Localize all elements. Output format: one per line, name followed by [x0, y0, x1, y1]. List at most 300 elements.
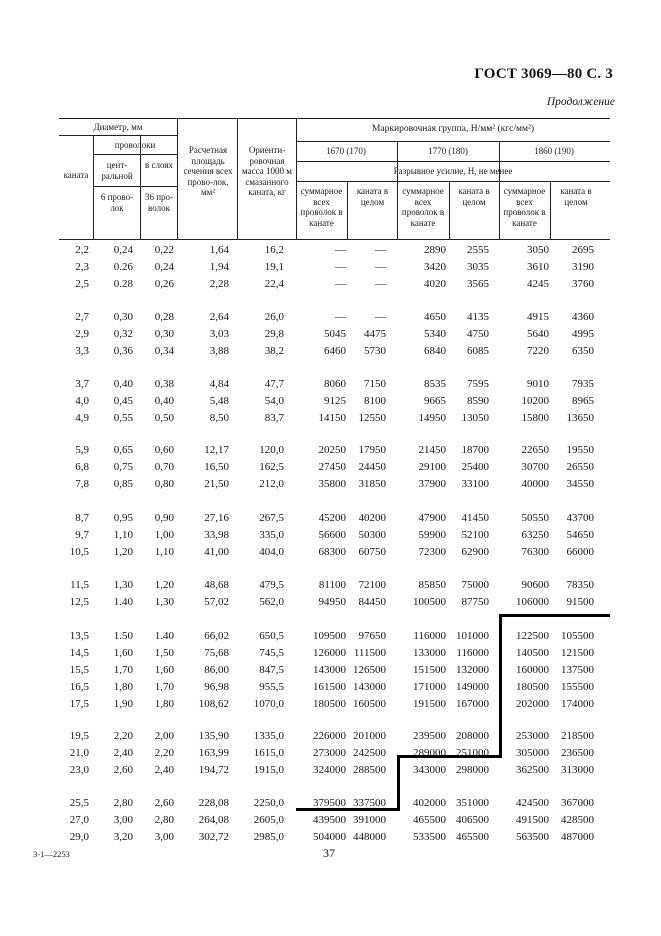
table-cell: 47,7	[264, 378, 284, 390]
table-cell: 45200	[318, 512, 346, 524]
table-cell: 0,95	[113, 512, 133, 524]
table-cell: 351000	[456, 797, 489, 809]
table-cell: 160000	[516, 664, 549, 676]
table-cell: 1,64	[209, 244, 229, 256]
table-cell: 404,0	[259, 546, 284, 558]
table-cell: 126000	[313, 647, 346, 659]
table-cell: 9665	[424, 395, 446, 407]
table-cell: 10200	[521, 395, 549, 407]
header-layers: в слоях	[145, 160, 173, 170]
table-cell: 1070,0	[253, 698, 284, 710]
table-cell: 86,00	[204, 664, 229, 676]
table-cell: 2,20	[113, 730, 133, 742]
table-cell: 4,84	[209, 378, 229, 390]
table-cell: 402000	[413, 797, 446, 809]
table-cell: 3760	[572, 278, 594, 290]
table-cell: 955,5	[259, 681, 284, 693]
table-cell: 2605,0	[253, 814, 284, 826]
table-cell: 4245	[527, 278, 549, 290]
print-code: 3-1—2253	[33, 849, 70, 859]
table-cell: 54650	[566, 529, 594, 541]
table-cell: 90600	[521, 579, 549, 591]
table-cell: 40200	[358, 512, 386, 524]
table-cell: 1,20	[154, 579, 174, 591]
table-cell: 1,30	[113, 579, 133, 591]
table-cell: 21,50	[204, 478, 229, 490]
table-cell: 75000	[461, 579, 489, 591]
table-cell: 0,40	[154, 395, 174, 407]
table-cell: 0,30	[113, 311, 133, 323]
table-cell: 78350	[566, 579, 594, 591]
table-cell: 5,48	[209, 395, 229, 407]
table-cell: 3,88	[209, 345, 229, 357]
table-cell: 236500	[561, 747, 594, 759]
table-cell: 2,60	[113, 764, 133, 776]
table-cell: 149000	[456, 681, 489, 693]
table-cell: 487000	[561, 831, 594, 843]
table-cell: —	[375, 311, 386, 323]
table-cell: 50300	[358, 529, 386, 541]
table-cell: 212,0	[259, 478, 284, 490]
table-cell: 228,08	[198, 797, 229, 809]
table-cell: 0,60	[154, 444, 174, 456]
table-cell: 343000	[413, 764, 446, 776]
table-cell: 174000	[561, 698, 594, 710]
table-cell: 19,5	[69, 730, 89, 742]
table-cell: 10,5	[69, 546, 89, 558]
table-cell: 140500	[516, 647, 549, 659]
table-cell: 17950	[358, 444, 386, 456]
table-cell: 180500	[516, 681, 549, 693]
table-cell: 105500	[561, 630, 594, 642]
table-cell: 0,85	[113, 478, 133, 490]
table-cell: 12,17	[204, 444, 229, 456]
table-cell: 30700	[521, 461, 549, 473]
table-cell: 1,60	[154, 664, 174, 676]
table-cell: 0,22	[154, 244, 174, 256]
table-cell: 27450	[318, 461, 346, 473]
table-cell: 1335,0	[253, 730, 284, 742]
table-cell: 21,0	[69, 747, 89, 759]
table-cell: 4,0	[75, 395, 89, 407]
table-cell: 25400	[461, 461, 489, 473]
table-cell: 26,0	[264, 311, 284, 323]
table-cell: 251000	[456, 747, 489, 759]
table-cell: 428500	[561, 814, 594, 826]
table-cell: 122500	[516, 630, 549, 642]
table-cell: 87750	[461, 596, 489, 608]
table-cell: 68300	[318, 546, 346, 558]
table-cell: 31850	[358, 478, 386, 490]
table-cell: —	[375, 244, 386, 256]
table-cell: 163,99	[198, 747, 229, 759]
table-cell: 4750	[467, 328, 489, 340]
table-cell: 0,38	[154, 378, 174, 390]
table-cell: 13,5	[69, 630, 89, 642]
table-cell: 1.40	[154, 630, 174, 642]
table-cell: 267,5	[259, 512, 284, 524]
table-cell: 72300	[418, 546, 446, 558]
table-cell: 106000	[516, 596, 549, 608]
table-cell: 38,2	[264, 345, 284, 357]
table-cell: 8,7	[75, 512, 89, 524]
table-cell: 3565	[467, 278, 489, 290]
table-cell: 12,5	[69, 596, 89, 608]
table-cell: 0,36	[113, 345, 133, 357]
table-cell: 6840	[424, 345, 446, 357]
table-cell: 2985,0	[253, 831, 284, 843]
table-cell: 439500	[313, 814, 346, 826]
table-cell: 2695	[572, 244, 594, 256]
table-cell: 335,0	[259, 529, 284, 541]
table-cell: 6085	[467, 345, 489, 357]
table-cell: 180500	[313, 698, 346, 710]
table-cell: 50550	[521, 512, 549, 524]
table-cell: 0,40	[113, 378, 133, 390]
table-cell: 133000	[413, 647, 446, 659]
table-cell: 56600	[318, 529, 346, 541]
table-cell: 94950	[318, 596, 346, 608]
table-cell: 0,55	[113, 412, 133, 424]
header-whole-1860: каната в целом	[560, 186, 592, 207]
table-cell: 101000	[456, 630, 489, 642]
table-cell: 1,30	[154, 596, 174, 608]
table-cell: 29100	[418, 461, 446, 473]
table-cell: —	[335, 311, 346, 323]
table-cell: 85850	[418, 579, 446, 591]
table-cell: 1,10	[113, 529, 133, 541]
table-cell: 2,60	[154, 797, 174, 809]
table-cell: 253000	[516, 730, 549, 742]
table-cell: 1,10	[154, 546, 174, 558]
table-cell: —	[335, 261, 346, 273]
table-cell: 465500	[413, 814, 446, 826]
table-cell: 239500	[413, 730, 446, 742]
table-cell: 194,72	[198, 764, 229, 776]
table-cell: 2,9	[75, 328, 89, 340]
header-diameter: Диаметр, мм	[93, 122, 143, 132]
table-cell: 75,68	[204, 647, 229, 659]
table-cell: 29,8	[264, 328, 284, 340]
table-cell: 491500	[516, 814, 549, 826]
table-cell: —	[335, 244, 346, 256]
table-cell: 1915,0	[253, 764, 284, 776]
table-cell: 298000	[456, 764, 489, 776]
table-cell: 4,9	[75, 412, 89, 424]
table-cell: 0,32	[113, 328, 133, 340]
table-cell: 0,65	[113, 444, 133, 456]
table-cell: 109500	[313, 630, 346, 642]
table-cell: 19,1	[264, 261, 284, 273]
table-cell: 15,5	[69, 664, 89, 676]
table-cell: 7935	[572, 378, 594, 390]
table-cell: 2,7	[75, 311, 89, 323]
table-cell: 191500	[413, 698, 446, 710]
table-cell: 0.26	[113, 261, 133, 273]
table-cell: 1,90	[113, 698, 133, 710]
table-cell: 160500	[353, 698, 386, 710]
table-cell: 15800	[521, 412, 549, 424]
table-cell: 25,5	[69, 797, 89, 809]
table-cell: 13650	[566, 412, 594, 424]
table-cell: 1,80	[113, 681, 133, 693]
table-cell: 13050	[461, 412, 489, 424]
header-6-wires: 6 прово-лок	[100, 192, 134, 213]
table-cell: 48,68	[204, 579, 229, 591]
header-36-wires: 36 про-волок	[144, 192, 174, 213]
header-grade: Маркировочная группа, Н/мм² (кгс/мм²)	[371, 124, 535, 134]
table-cell: 22,4	[264, 278, 284, 290]
table-cell: 1,94	[209, 261, 229, 273]
table-cell: 81100	[318, 579, 346, 591]
table-cell: 0,28	[154, 311, 174, 323]
header-whole-1670: каната в целом	[356, 186, 389, 207]
table-cell: 14150	[318, 412, 346, 424]
table-cell: 650,5	[259, 630, 284, 642]
table-cell: 4650	[424, 311, 446, 323]
table-cell: 8100	[364, 395, 386, 407]
table-cell: 135,90	[198, 730, 229, 742]
table-cell: 2,00	[154, 730, 174, 742]
table-cell: 1.50	[113, 630, 133, 642]
table-cell: 3035	[467, 261, 489, 273]
table-cell: 143000	[353, 681, 386, 693]
header-central: цент-ральной	[101, 160, 133, 181]
table-cell: 126500	[353, 664, 386, 676]
table-cell: 151500	[413, 664, 446, 676]
table-cell: 5340	[424, 328, 446, 340]
table-cell: 161500	[313, 681, 346, 693]
table-cell: 0,45	[113, 395, 133, 407]
table-cell: 17,5	[69, 698, 89, 710]
table-cell: 7220	[527, 345, 549, 357]
table-cell: 424500	[516, 797, 549, 809]
table-cell: 362500	[516, 764, 549, 776]
table-cell: 324000	[313, 764, 346, 776]
header-whole-1770: каната в целом	[458, 186, 490, 207]
header-area: Расчетная площадь сечения всех прово-лок, мм²	[183, 145, 233, 197]
table-cell: 8965	[572, 395, 594, 407]
table-cell: 3,3	[75, 345, 89, 357]
table-cell: 34550	[566, 478, 594, 490]
table-cell: 563500	[516, 831, 549, 843]
table-cell: 14,5	[69, 647, 89, 659]
table-cell: 6350	[572, 345, 594, 357]
table-cell: 52100	[461, 529, 489, 541]
table-cell: 0,90	[154, 512, 174, 524]
table-cell: 1,70	[154, 681, 174, 693]
table-cell: 84450	[358, 596, 386, 608]
table-cell: 63250	[521, 529, 549, 541]
table-cell: 47900	[418, 512, 446, 524]
grade-1770: 1770 (180)	[428, 146, 468, 156]
table-cell: 0,26	[154, 278, 174, 290]
table-cell: 504000	[313, 831, 346, 843]
table-cell: 23,0	[69, 764, 89, 776]
table-cell: 8535	[424, 378, 446, 390]
table-cell: —	[335, 278, 346, 290]
table-cell: 33100	[461, 478, 489, 490]
table-cell: 847,5	[259, 664, 284, 676]
continued-label: Продолжение	[546, 96, 615, 108]
table-cell: 1,70	[113, 664, 133, 676]
table-cell: 162,5	[259, 461, 284, 473]
table-cell: 2890	[424, 244, 446, 256]
table-cell: 21450	[418, 444, 446, 456]
table-cell: 313000	[561, 764, 594, 776]
table-cell: 16,5	[69, 681, 89, 693]
table-cell: —	[375, 261, 386, 273]
table-cell: 0,80	[154, 478, 174, 490]
table-cell: 57,02	[204, 596, 229, 608]
table-cell: 3050	[527, 244, 549, 256]
table-cell: 8,50	[209, 412, 229, 424]
grade-1860: 1860 (190)	[534, 146, 574, 156]
table-cell: 448000	[353, 831, 386, 843]
table-cell: 41,00	[204, 546, 229, 558]
table-cell: 1,00	[154, 529, 174, 541]
header-mass: Ориенти-ровочная масса 1000 м смазанного каната, кг	[242, 145, 292, 197]
table-cell: 54,0	[264, 395, 284, 407]
table-cell: 201000	[353, 730, 386, 742]
table-cell: 302,72	[198, 831, 229, 843]
table-cell: 2,2	[75, 244, 89, 256]
table-cell: 2,28	[209, 278, 229, 290]
table-cell: 2,80	[154, 814, 174, 826]
table-cell: 1,20	[113, 546, 133, 558]
table-cell: 3,20	[113, 831, 133, 843]
table-cell: 2250,0	[253, 797, 284, 809]
table-cell: 22650	[521, 444, 549, 456]
table-cell: 2,80	[113, 797, 133, 809]
table-cell: 29,0	[69, 831, 89, 843]
table-cell: 3,00	[154, 831, 174, 843]
table-cell: 406500	[456, 814, 489, 826]
table-cell: 6460	[324, 345, 346, 357]
table-cell: 0,24	[113, 244, 133, 256]
table-cell: 26550	[566, 461, 594, 473]
table-cell: 0,70	[154, 461, 174, 473]
table-cell: 465500	[456, 831, 489, 843]
table-cell: 4135	[467, 311, 489, 323]
table-cell: 0,30	[154, 328, 174, 340]
table-cell: 3190	[572, 261, 594, 273]
table-cell: 391000	[353, 814, 386, 826]
table-cell: 1.40	[113, 596, 133, 608]
table-cell: 59900	[418, 529, 446, 541]
table-cell: 83,7	[264, 412, 284, 424]
table-cell: 137500	[561, 664, 594, 676]
table-cell: 155500	[561, 681, 594, 693]
table-cell: 143000	[313, 664, 346, 676]
table-cell: 4360	[572, 311, 594, 323]
table-cell: 202000	[516, 698, 549, 710]
table-cell: 0.28	[113, 278, 133, 290]
table-cell: 132000	[456, 664, 489, 676]
table-cell: 1,80	[154, 698, 174, 710]
table-cell: 1,50	[154, 647, 174, 659]
table-cell: 0,75	[113, 461, 133, 473]
table-cell: 5730	[364, 345, 386, 357]
table-cell: 7595	[467, 378, 489, 390]
table-cell: 40000	[521, 478, 549, 490]
page-number: 37	[323, 846, 335, 860]
table-cell: 337500	[353, 797, 386, 809]
table-cell: 27,0	[69, 814, 89, 826]
table-cell: 4475	[364, 328, 386, 340]
table-cell: 745,5	[259, 647, 284, 659]
table-cell: 97650	[358, 630, 386, 642]
table-cell: 5640	[527, 328, 549, 340]
table-cell: 8590	[467, 395, 489, 407]
table-cell: 171000	[413, 681, 446, 693]
grade-1670: 1670 (170)	[326, 146, 366, 156]
table-cell: 9125	[324, 395, 346, 407]
table-cell: 533500	[413, 831, 446, 843]
table-cell: 66000	[566, 546, 594, 558]
table-cell: 18700	[461, 444, 489, 456]
table-cell: 7150	[364, 378, 386, 390]
table-cell: 24450	[358, 461, 386, 473]
table-cell: 305000	[516, 747, 549, 759]
table-cell: 0,24	[154, 261, 174, 273]
table-cell: 2,20	[154, 747, 174, 759]
table-cell: 16,50	[204, 461, 229, 473]
table-cell: 264,08	[198, 814, 229, 826]
table-cell: 62900	[461, 546, 489, 558]
table-cell: 121500	[561, 647, 594, 659]
table-cell: 37900	[418, 478, 446, 490]
table-cell: 479,5	[259, 579, 284, 591]
table-cell: 108,62	[198, 698, 229, 710]
table-cell: 208000	[456, 730, 489, 742]
table-cell: 14950	[418, 412, 446, 424]
table-cell: 562,0	[259, 596, 284, 608]
document-id: ГОСТ 3069—80 С. 3	[474, 66, 613, 82]
table-cell: 116000	[413, 630, 446, 642]
table-cell: 6,8	[75, 461, 89, 473]
table-cell: 9,7	[75, 529, 89, 541]
table-cell: 91500	[566, 596, 594, 608]
table-cell: 242500	[353, 747, 386, 759]
table-cell: 72100	[358, 579, 386, 591]
table-cell: 226000	[313, 730, 346, 742]
table-cell: 4995	[572, 328, 594, 340]
table-cell: 8060	[324, 378, 346, 390]
table-cell: 3610	[527, 261, 549, 273]
header-sum-1670: суммарное всех проволок в канате	[300, 186, 343, 228]
table-cell: 33,98	[204, 529, 229, 541]
table-cell: 116000	[456, 647, 489, 659]
table-cell: 12550	[358, 412, 386, 424]
table-cell: 16,2	[264, 244, 284, 256]
header-wire: проволоки	[114, 140, 156, 150]
table-cell: 1615,0	[253, 747, 284, 759]
table-cell: 20250	[318, 444, 346, 456]
table-cell: 27,16	[204, 512, 229, 524]
table-cell: 2555	[467, 244, 489, 256]
table-cell: 111500	[353, 647, 386, 659]
table-cell: —	[375, 278, 386, 290]
table-cell: 66,02	[204, 630, 229, 642]
header-rope: каната	[63, 170, 89, 180]
table-cell: 41450	[461, 512, 489, 524]
table-cell: 218500	[561, 730, 594, 742]
header-sum-1770: суммарное всех проволок в канате	[401, 186, 445, 228]
table-cell: 367000	[561, 797, 594, 809]
table-cell: 2,3	[75, 261, 89, 273]
table-cell: 2,5	[75, 278, 89, 290]
